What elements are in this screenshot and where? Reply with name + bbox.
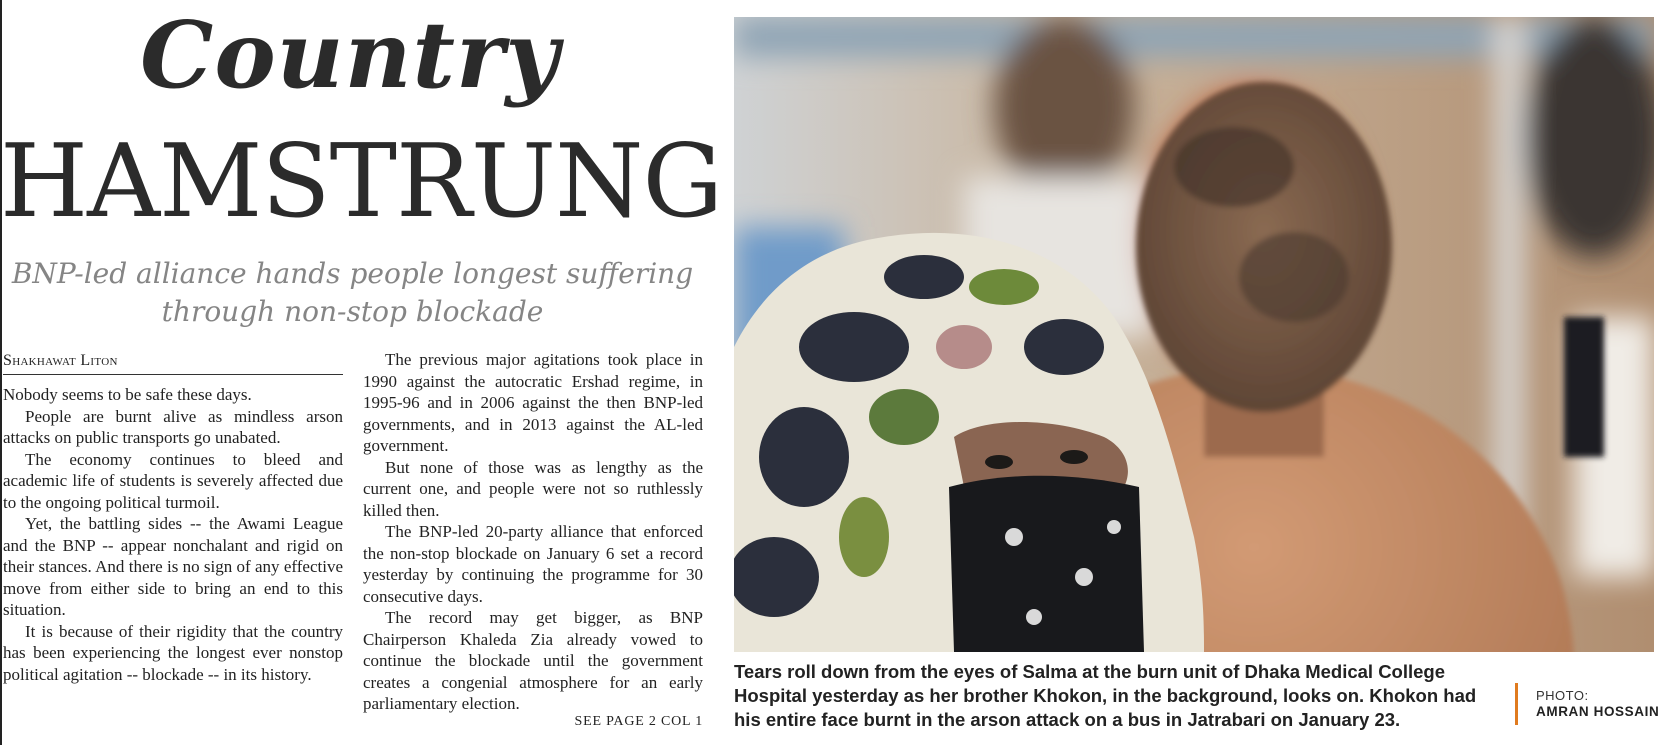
deck-subheadline: BNP-led alliance hands people longest suffering through non-stop blockade xyxy=(11,257,694,328)
byline-rule xyxy=(3,374,343,375)
photo-credit-accent-bar xyxy=(1515,683,1518,725)
article-column-2 xyxy=(363,349,703,715)
news-photo xyxy=(734,17,1654,652)
paragraph: The economy continues to bleed and academic life of students is severely affected due to the ongoing political turmoil. xyxy=(3,449,343,512)
paragraph: The record may get bigger, as BNP Chairperson Khaleda Zia already vowed to continue the blockade until the government creates a congenial atmosphere for an early parliamentary election. xyxy=(363,608,703,713)
byline: Shakhawat Liton xyxy=(3,352,118,369)
headline: HAMSTRUNG xyxy=(0,122,723,240)
page-left-rule xyxy=(0,0,2,745)
paragraph: It is because of their rigidity that the country has been experiencing the longest ever nonstop political agitation -- blockade -- in its history. xyxy=(3,621,343,684)
article-column-1 xyxy=(3,384,343,685)
headline-kicker: Country xyxy=(140,1,560,109)
paragraph: But none of those was as lengthy as the current one, and people were not so ruthlessly killed then. xyxy=(363,457,703,520)
jump-line: SEE PAGE 2 COL 1 xyxy=(574,714,703,729)
paragraph: The previous major agitations took place in 1990 against the autocratic Ershad regime, in 1995-96 and in 2006 against the then BNP-led governments, and in 2013 against the AL-led government. xyxy=(363,350,703,455)
photo-caption: Tears roll down from the eyes of Salma at the burn unit of Dhaka Medical College Hospital yesterday as her brother Khokon, in the background, looks on. Khokon had his entire face burnt in the arson attack on a bus in Jatrabari on January 23. xyxy=(734,661,1477,730)
photo-illustration xyxy=(734,17,1654,652)
paragraph: People are burnt alive as mindless arson attacks on public transports go unabated. xyxy=(3,406,343,447)
paragraph: Nobody seems to be safe these days. xyxy=(3,385,252,404)
photo-credit-label: PHOTO: xyxy=(1536,688,1589,703)
paragraph: The BNP-led 20-party alliance that enforced the non-stop blockade on January 6 set a record yesterday by continuing the programme for 30 consecutive days. xyxy=(363,522,703,606)
paragraph: Yet, the battling sides -- the Awami League and the BNP -- appear nonchalant and rigid on their stances. And there is no sign of any effective move from either side to bring an end to this situation. xyxy=(3,514,343,619)
photo-credit-name: AMRAN HOSSAIN xyxy=(1536,704,1660,719)
